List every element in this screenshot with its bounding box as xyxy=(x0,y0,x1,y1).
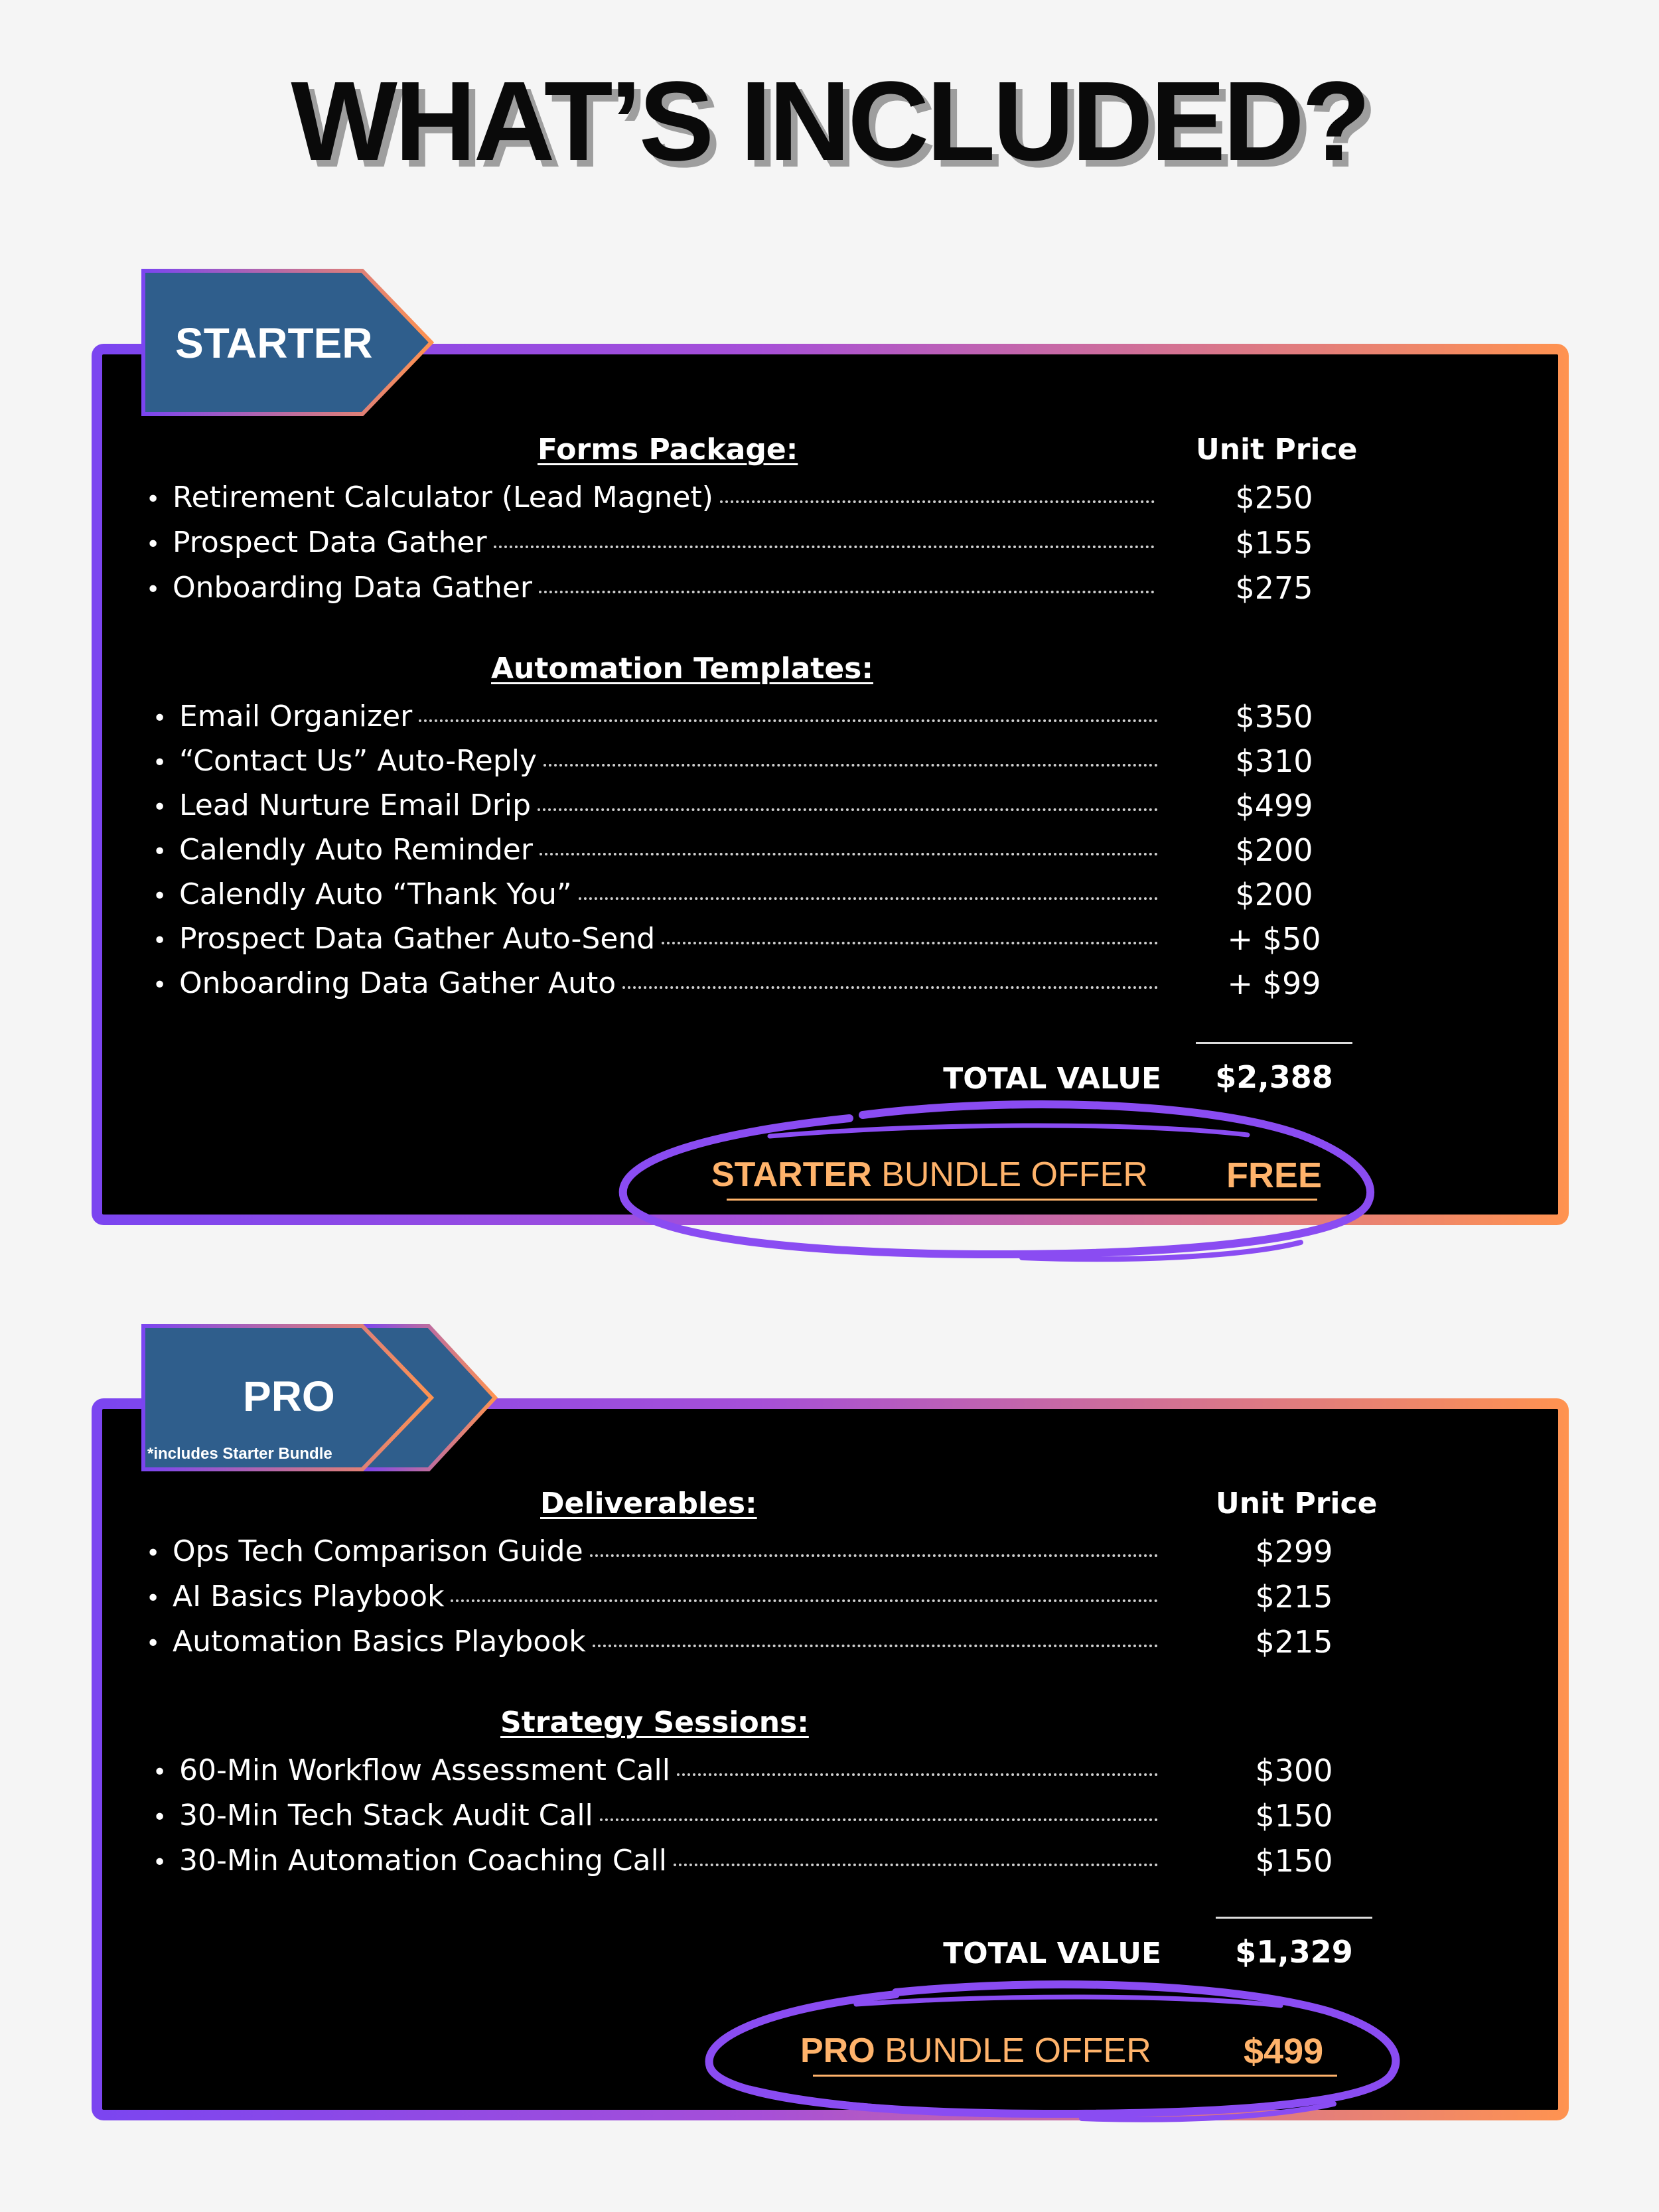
list-item xyxy=(153,1841,1158,1881)
dotted-leader xyxy=(540,853,1158,855)
item-price: $275 xyxy=(1235,570,1313,606)
item-price: $250 xyxy=(1235,480,1313,516)
item-price: $215 xyxy=(1255,1624,1333,1660)
item-price: $200 xyxy=(1235,877,1313,913)
item-label: Retirement Calculator (Lead Magnet) xyxy=(173,480,713,514)
pro-offer-name: PRO xyxy=(800,2031,875,2070)
list-item xyxy=(146,478,1155,518)
dotted-leader xyxy=(419,719,1158,722)
bullet: • xyxy=(153,972,167,999)
list-item xyxy=(153,1751,1158,1791)
dotted-leader xyxy=(593,1645,1158,1647)
list-item xyxy=(153,919,1158,959)
starter-total-value: $2,388 xyxy=(1215,1059,1333,1095)
starter-offer-price: FREE xyxy=(1226,1155,1323,1195)
dotted-leader xyxy=(662,942,1158,944)
pro-offer-price: $499 xyxy=(1244,2031,1324,2071)
dotted-leader xyxy=(600,1818,1158,1821)
starter-unit-price-header: Unit Price xyxy=(1196,433,1358,467)
dotted-leader xyxy=(720,500,1155,503)
total-rule xyxy=(1216,1917,1372,1919)
bullet: • xyxy=(146,486,161,513)
starter-offer-underline xyxy=(727,1199,1317,1201)
starter-tab-label: STARTER xyxy=(175,319,373,367)
item-label: Onboarding Data Gather xyxy=(173,571,533,605)
total-rule xyxy=(1196,1042,1352,1044)
starter-offer-suffix: BUNDLE OFFER xyxy=(881,1155,1148,1194)
pro-tab xyxy=(141,1323,512,1473)
pro-total-label: TOTAL VALUE xyxy=(943,1937,1161,1970)
list-item xyxy=(153,875,1158,915)
pro-offer-underline xyxy=(813,2075,1337,2077)
list-item xyxy=(146,1622,1158,1662)
list-item xyxy=(153,1796,1158,1836)
dotted-leader xyxy=(590,1554,1158,1557)
item-price: $300 xyxy=(1255,1753,1333,1789)
list-item xyxy=(153,741,1158,781)
item-label: Onboarding Data Gather Auto xyxy=(179,966,616,1000)
item-label: Prospect Data Gather Auto-Send xyxy=(179,922,656,956)
item-price: $200 xyxy=(1235,832,1313,868)
bullet: • xyxy=(146,1585,161,1612)
bullet: • xyxy=(153,1849,167,1876)
starter-offer-name: STARTER xyxy=(711,1155,872,1194)
list-item xyxy=(146,1532,1158,1572)
item-price: $499 xyxy=(1235,788,1313,824)
bullet: • xyxy=(146,1630,161,1657)
starter-tab xyxy=(141,268,446,418)
list-item xyxy=(153,964,1158,1003)
list-item xyxy=(146,523,1155,563)
list-item xyxy=(146,1577,1158,1617)
dotted-leader xyxy=(622,986,1158,989)
item-label: 30-Min Tech Stack Audit Call xyxy=(179,1799,593,1832)
item-label: Calendly Auto Reminder xyxy=(179,833,533,867)
starter-offer-label xyxy=(711,1155,1148,1195)
dotted-leader xyxy=(451,1599,1158,1602)
item-price: $299 xyxy=(1255,1534,1333,1570)
item-price: $310 xyxy=(1235,743,1313,779)
item-price: $150 xyxy=(1255,1798,1333,1834)
bullet: • xyxy=(146,576,161,603)
item-price: $155 xyxy=(1235,525,1313,561)
bullet: • xyxy=(153,927,167,954)
bullet: • xyxy=(153,1804,167,1831)
bullet: • xyxy=(153,794,167,821)
list-item xyxy=(146,568,1155,608)
pro-unit-price-header: Unit Price xyxy=(1216,1487,1378,1520)
bullet: • xyxy=(153,838,167,865)
pro-tab-note: *includes Starter Bundle xyxy=(147,1445,332,1463)
dotted-leader xyxy=(674,1864,1158,1866)
item-label: Prospect Data Gather xyxy=(173,526,487,559)
page-title: WHAT’S INCLUDED? xyxy=(291,58,1368,184)
dotted-leader xyxy=(538,808,1158,811)
list-item xyxy=(153,786,1158,826)
dotted-leader xyxy=(539,591,1155,593)
bullet: • xyxy=(153,1759,167,1786)
item-price: + $99 xyxy=(1227,966,1321,1001)
item-price: + $50 xyxy=(1227,921,1321,957)
dotted-leader xyxy=(494,546,1155,548)
item-label: Calendly Auto “Thank You” xyxy=(179,877,572,911)
dotted-leader xyxy=(677,1773,1158,1776)
item-price: $150 xyxy=(1255,1843,1333,1879)
item-label: AI Basics Playbook xyxy=(173,1580,445,1613)
dotted-leader xyxy=(579,897,1158,900)
item-label: “Contact Us” Auto-Reply xyxy=(179,744,538,778)
bullet: • xyxy=(146,1540,161,1567)
pro-tab-label: PRO xyxy=(243,1372,335,1420)
list-item xyxy=(153,697,1158,737)
bullet: • xyxy=(153,749,167,776)
bullet: • xyxy=(153,705,167,732)
bullet: • xyxy=(146,531,161,558)
item-label: Ops Tech Comparison Guide xyxy=(173,1534,583,1568)
item-price: $350 xyxy=(1235,699,1313,735)
item-label: Email Organizer xyxy=(179,700,413,733)
strategy-sessions-heading: Strategy Sessions: xyxy=(500,1706,809,1739)
item-label: Automation Basics Playbook xyxy=(173,1625,586,1659)
dotted-leader xyxy=(543,764,1158,767)
item-label: 30-Min Automation Coaching Call xyxy=(179,1844,668,1878)
starter-total-label: TOTAL VALUE xyxy=(943,1062,1161,1096)
item-label: 60-Min Workflow Assessment Call xyxy=(179,1753,671,1787)
list-item xyxy=(153,830,1158,870)
automation-templates-heading: Automation Templates: xyxy=(491,652,873,686)
pro-offer-suffix: BUNDLE OFFER xyxy=(885,2031,1151,2070)
pro-offer-label xyxy=(800,2031,1151,2071)
bullet: • xyxy=(153,883,167,910)
pro-total-value: $1,329 xyxy=(1235,1934,1353,1970)
item-price: $215 xyxy=(1255,1579,1333,1615)
forms-package-heading: Forms Package: xyxy=(538,433,798,467)
deliverables-heading: Deliverables: xyxy=(540,1487,757,1520)
item-label: Lead Nurture Email Drip xyxy=(179,788,532,822)
